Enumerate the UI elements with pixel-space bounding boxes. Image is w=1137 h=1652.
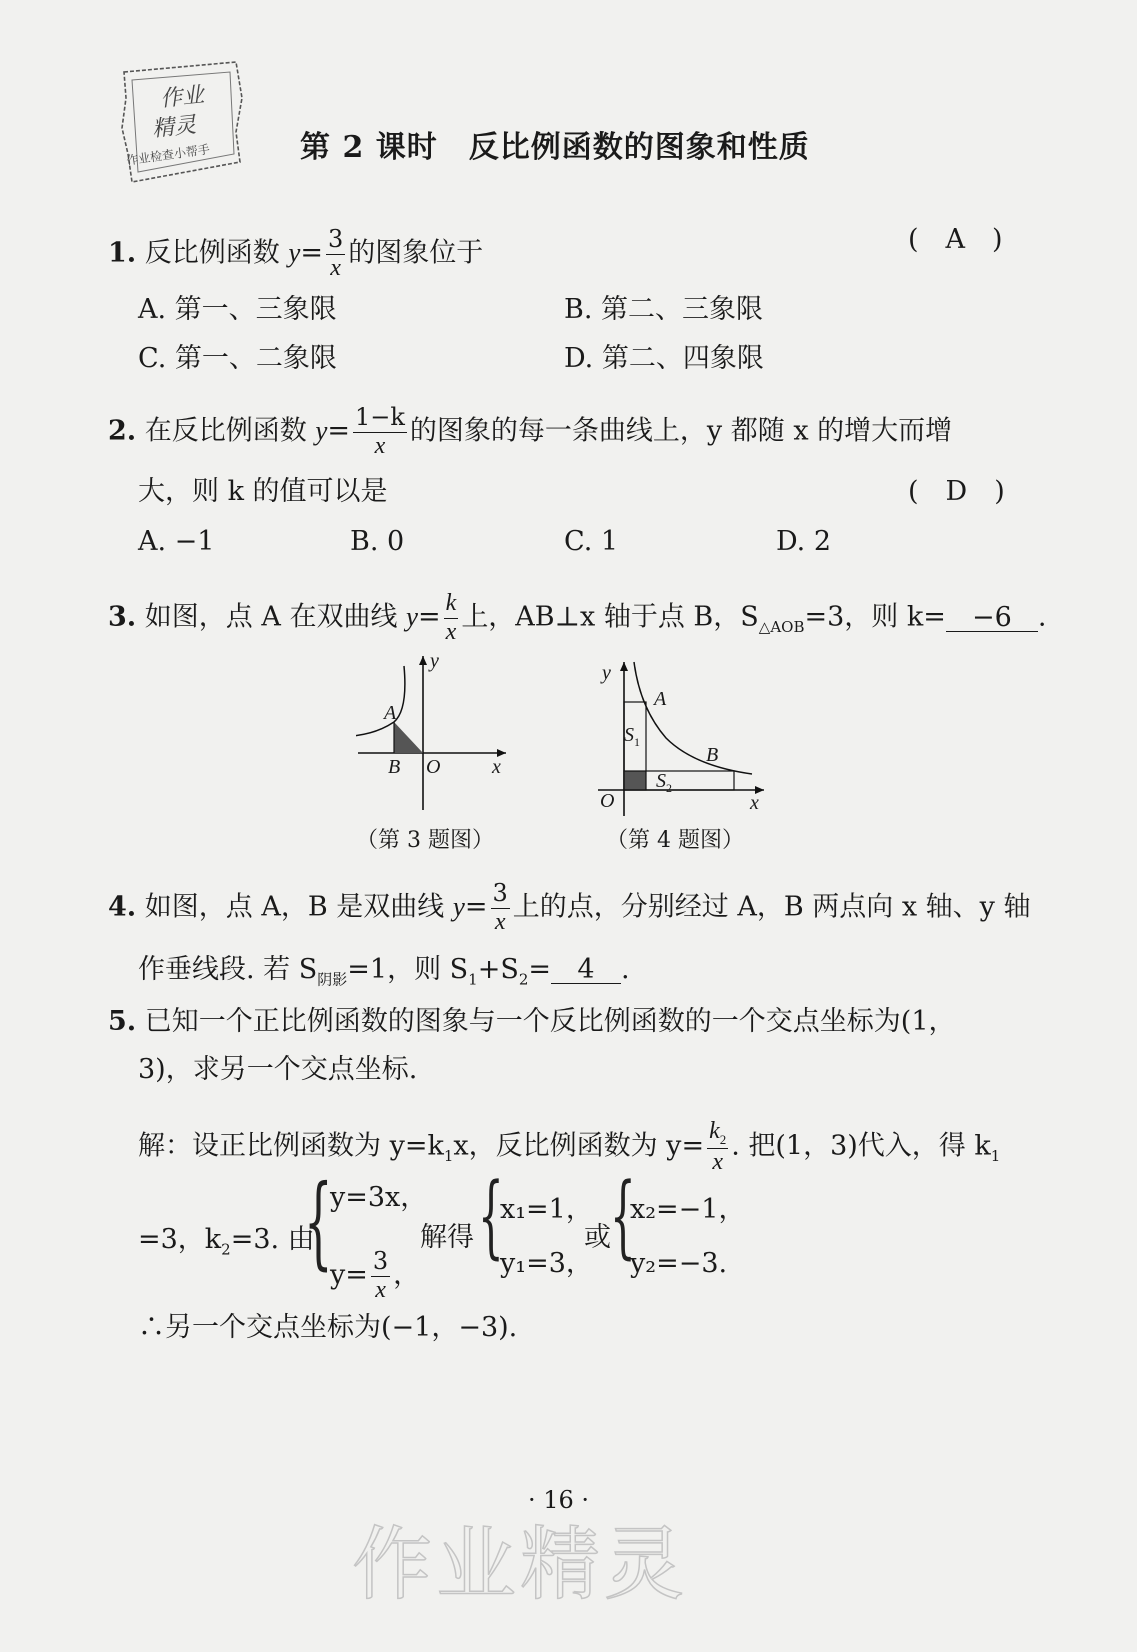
question-5-line2: 3)，求另一个交点坐标.: [138, 1054, 418, 1085]
numerator: 1−k: [354, 403, 405, 431]
left-brace-icon: {: [610, 1164, 636, 1269]
label-b: B: [706, 744, 719, 766]
var-y: y: [288, 237, 301, 268]
period: .: [1037, 601, 1047, 633]
equals: =: [528, 954, 551, 985]
label-s2: [656, 770, 672, 796]
answer-choice: D: [945, 476, 968, 507]
equals: =: [464, 891, 488, 923]
subscript: 1: [443, 1147, 454, 1166]
fraction: [444, 590, 459, 646]
label-o: O: [600, 790, 615, 812]
label-s1: [624, 724, 640, 750]
equals: =: [418, 601, 441, 633]
numerator: 3: [492, 879, 508, 907]
question-4: [108, 880, 1031, 936]
question-text: 的图象位于: [348, 237, 484, 269]
denominator: x: [712, 1148, 723, 1175]
question-text: 如图，点 A 在双曲线: [144, 601, 398, 633]
subscript: 2: [221, 1240, 231, 1259]
option-a: A. −1: [138, 526, 215, 557]
answer-blank: −6: [946, 604, 1038, 632]
option-b: B. 第二、三象限: [564, 294, 764, 325]
question-5: [108, 1008, 956, 1035]
question-2-line2: 大，则 k 的值可以是: [138, 476, 388, 507]
shade-subscript: 阴影: [317, 970, 348, 989]
answer-paren-q1: ( A ): [908, 224, 1003, 255]
denominator: x: [374, 432, 386, 459]
area-subscript: △AOB: [758, 617, 805, 636]
system-3-eq-1: x₂=−1，: [630, 1194, 746, 1225]
denominator: x: [375, 1276, 386, 1303]
stamp-text-2: 精灵: [151, 112, 198, 143]
question-text: 作垂线段. 若 S: [138, 954, 318, 985]
label-y: y: [430, 650, 439, 672]
solution-conclusion: ∴另一个交点坐标为(−1，−3).: [138, 1312, 518, 1343]
option-b: B. 0: [350, 526, 405, 557]
solution-text: =3. 由: [230, 1224, 315, 1255]
s1-subscript: 1: [468, 970, 478, 989]
period: .: [621, 954, 630, 985]
var-y: y: [315, 415, 328, 446]
system-1-eq-1: y=3x，: [330, 1182, 428, 1213]
question-text: +S: [477, 954, 519, 985]
s2-subscript: 2: [518, 970, 529, 989]
question-number: 1.: [108, 237, 137, 269]
question-4-line2: [138, 956, 630, 987]
left-brace-icon: {: [478, 1164, 504, 1269]
s1-sub: 1: [634, 735, 640, 749]
solution-line-1: [138, 1118, 1000, 1176]
s1-letter: S: [624, 724, 634, 746]
denominator: x: [494, 908, 506, 935]
fraction: [491, 880, 510, 936]
label-x: x: [492, 756, 501, 778]
label-y: y: [602, 662, 611, 684]
label-b: B: [388, 756, 401, 778]
or-label: 或: [584, 1222, 611, 1253]
fraction: [326, 226, 345, 282]
question-text: =1，则 S: [347, 954, 469, 985]
question-text: 反比例函数: [144, 237, 280, 269]
figure-3: [356, 652, 526, 812]
fraction: [371, 1248, 390, 1304]
solution-line-2: [138, 1226, 315, 1257]
denominator: x: [445, 618, 457, 645]
solution-text: x，反比例函数为 y=: [453, 1130, 705, 1162]
question-text: 已知一个正比例函数的图象与一个反比例函数的一个交点坐标为(1，: [144, 1006, 956, 1037]
label-x: x: [750, 792, 759, 814]
question-2: [108, 404, 952, 460]
stamp-text-1: 作业: [159, 82, 206, 113]
solution-text: . 把(1，3)代入，得 k: [731, 1130, 991, 1162]
equals: =: [300, 237, 323, 269]
left-brace-icon: {: [304, 1163, 333, 1280]
question-number: 2.: [108, 415, 137, 447]
question-text: 如图，点 A，B 是双曲线: [144, 891, 445, 923]
solution-text: 解：设正比例函数为 y=k: [138, 1130, 444, 1162]
answer-paren-q2: ( D ): [908, 476, 1005, 507]
question-number: 4.: [108, 891, 137, 923]
option-c: C. 1: [564, 526, 619, 557]
option-d: D. 2: [776, 526, 832, 557]
equals: =: [327, 415, 350, 447]
question-number: 5.: [108, 1006, 137, 1037]
subscript: 1: [990, 1147, 1001, 1166]
figure-4: [594, 658, 774, 818]
var-y: y: [406, 601, 419, 632]
question-text: =3，则 k=: [804, 601, 946, 633]
watermark-text: 作业精灵: [352, 1518, 688, 1611]
question-text: 在反比例函数: [144, 415, 307, 447]
solution-text: y=: [330, 1259, 368, 1291]
question-number: 3.: [108, 601, 137, 633]
option-d: D. 第二、四象限: [564, 343, 764, 374]
system-1-eq-2: [330, 1248, 420, 1304]
stamp-logo: [118, 58, 246, 186]
question-3: [108, 590, 1046, 646]
var-y: y: [452, 891, 465, 922]
label-o: O: [426, 756, 441, 778]
option-c: C. 第一、二象限: [138, 343, 337, 374]
question-text: 的图象的每一条曲线上，y 都随 x 的增大而增: [409, 415, 953, 447]
figure-3-caption: （第 3 题图）: [356, 828, 494, 853]
option-a: A. 第一、三象限: [138, 294, 337, 325]
figure-4-caption: （第 4 题图）: [606, 828, 744, 853]
subscript: 2: [719, 1131, 727, 1147]
numerator: 3: [327, 225, 344, 253]
system-2-eq-2: y₁=3，: [500, 1248, 593, 1279]
figure-3-graph: [356, 652, 526, 812]
solution-text: ，: [393, 1259, 421, 1291]
answer-choice: A: [945, 224, 966, 255]
page-title: 第 2 课时 反比例函数的图象和性质: [300, 130, 810, 165]
fraction: [707, 1118, 728, 1176]
fraction: [353, 404, 407, 460]
figure-4-graph: [594, 658, 774, 818]
s2-sub: 2: [666, 781, 672, 795]
solution-text: =3，k: [138, 1224, 222, 1255]
question-1: [108, 226, 483, 282]
numerator: 3: [372, 1247, 389, 1275]
question-text: 上的点，分别经过 A，B 两点向 x 轴、y 轴: [512, 891, 1031, 923]
label-a: A: [384, 702, 397, 724]
system-2-eq-1: x₁=1，: [500, 1194, 593, 1225]
page-number: · 16 ·: [528, 1486, 590, 1514]
denominator: x: [330, 254, 341, 281]
solve-label: 解得: [420, 1222, 474, 1253]
answer-blank: 4: [551, 956, 621, 984]
label-a: A: [654, 688, 667, 710]
system-3-eq-2: y₂=−3.: [630, 1248, 728, 1279]
stamp-text-3: 作业检查小帮手: [125, 142, 211, 168]
question-text: 上，AB⊥x 轴于点 B，S: [461, 601, 759, 633]
numerator: [707, 1118, 728, 1149]
numerator-k: k: [709, 1118, 720, 1144]
s2-letter: S: [656, 770, 666, 792]
numerator: k: [444, 590, 459, 619]
